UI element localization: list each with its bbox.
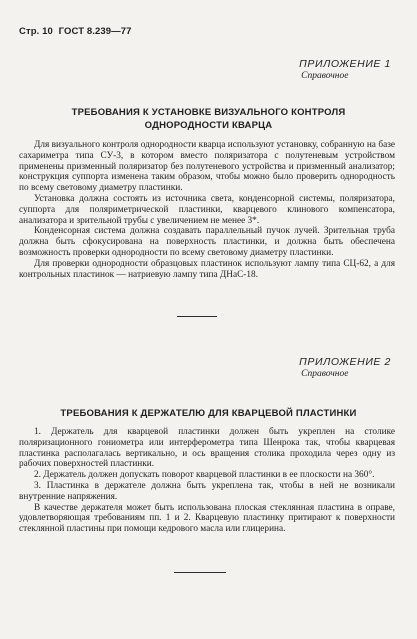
appendix-1-paragraph: Конденсорная система должна создавать параллельный пучок лучей. Зрительная труба должна быть сфокусирована на поверхность пластинки, и должна быть обеспечена возможность проверки однородности по всему световому диаметру пластинки. — [19, 226, 395, 258]
appendix-2-paragraph: 1. Держатель для кварцевой пластинки должен быть укреплен на столике поляризационного гониометра или интерферометра типа Шенрока так, чтобы кварцевая пластинка располагалась вертикально, и ось вращения столика проходила через одну из рабочих поверхностей пластинки. — [19, 427, 395, 470]
end-divider — [174, 572, 226, 573]
appendix-1-paragraph: Установка должна состоять из источника света, конденсорной системы, поляризатора, суппорта для поляриметрической пластинки, кварцевого клинового компенсатора, анализатора и зрительной трубы с увеличением не менее 3*. — [19, 193, 395, 226]
appendix-2-heading — [299, 356, 391, 379]
page-number: Стр. 10 — [19, 26, 53, 37]
appendix-1-title-line2: ОДНОРОДНОСТИ КВАРЦА — [144, 120, 273, 131]
appendix-2-note: Справочное — [301, 369, 349, 379]
standard-number: ГОСТ 8.239—77 — [58, 26, 132, 37]
appendix-1-paragraph: Для проверки однородности образцовых пластинок используют лампу типа СЦ-62, а для контрольных пластинок — натриевую лампу типа ДНаС-18. — [19, 258, 395, 280]
appendix-2-paragraph: 3. Пластинка в держателе должна быть укреплена так, чтобы в ней не возникали внутренние напряжения. — [19, 480, 395, 502]
appendix-2-paragraph: 2. Держатель должен допускать поворот кварцевой пластинки в ее плоскости на 360°. — [34, 470, 375, 481]
appendix-1-note: Справочное — [301, 71, 349, 81]
appendix-1-body — [19, 140, 395, 280]
appendix-1-title-line1: ТРЕБОВАНИЯ К УСТАНОВКЕ ВИЗУАЛЬНОГО КОНТРОЛЯ — [71, 107, 346, 118]
appendix-2-paragraph: В качестве держателя может быть использована плоская стеклянная пластина в оправе, удовлетворяющая требованиям пп. 1 и 2. Кварцевую пластинку притирают к поверхности стеклянной пластины при помощи кедрового масла или глицерина. — [19, 502, 395, 535]
appendix-1-label: ПРИЛОЖЕНИЕ 1 — [299, 58, 391, 70]
appendix-2-title: ТРЕБОВАНИЯ К ДЕРЖАТЕЛЮ ДЛЯ КВАРЦЕВОЙ ПЛАСТИНКИ — [60, 408, 357, 419]
appendix-1-heading — [299, 58, 391, 81]
appendix-2-body — [19, 427, 395, 535]
section-divider — [177, 316, 217, 317]
appendix-1-title — [0, 106, 417, 132]
page-header — [19, 26, 131, 37]
appendix-2-label: ПРИЛОЖЕНИЕ 2 — [299, 356, 391, 368]
appendix-1-paragraph: Для визуального контроля однородности кварца используют установку, собранную на базе сахариметра типа СУ-3, в котором вместо поляризатора с полутеневым устройством применены призменный поляризатор без полутеневого устройства и призменный анализатор; конструкция суппорта изменена таким образом, чтобы можно было проверить однородность по всему световому диаметру пластинки. — [19, 140, 395, 194]
